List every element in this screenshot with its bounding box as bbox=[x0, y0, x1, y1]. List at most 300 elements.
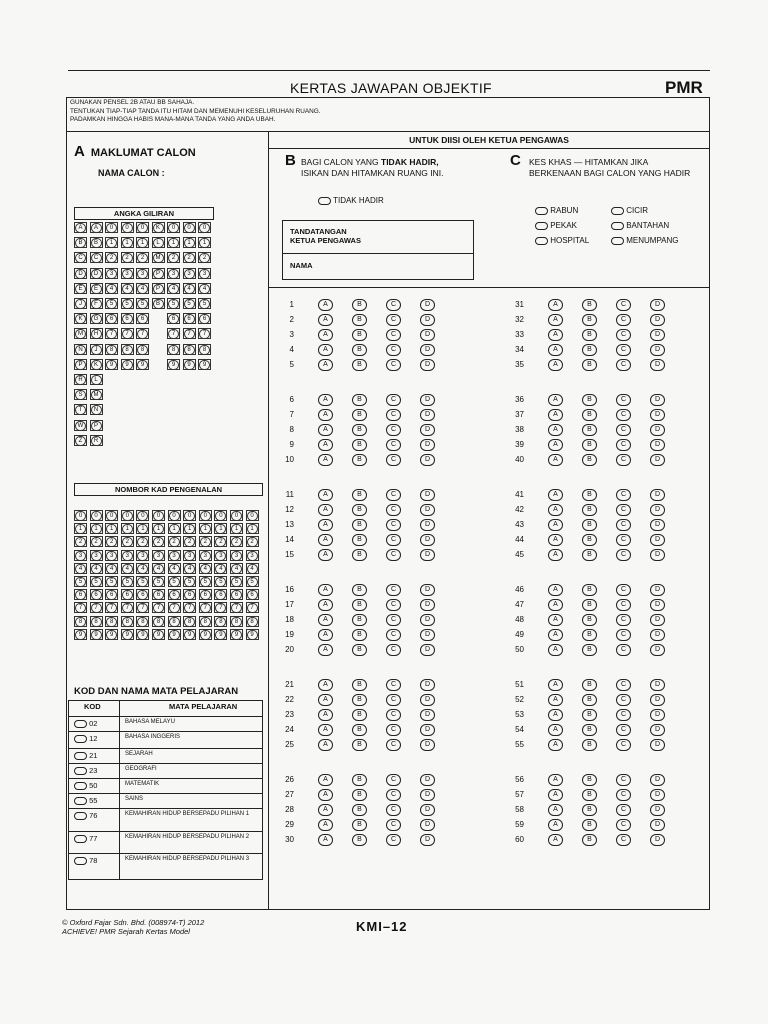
answer-bubble[interactable]: A bbox=[318, 489, 333, 501]
answer-bubble[interactable]: D bbox=[420, 344, 435, 356]
answer-bubble[interactable]: B bbox=[352, 329, 367, 341]
grid-cell[interactable] bbox=[121, 283, 134, 294]
answer-bubble[interactable]: D bbox=[650, 489, 665, 501]
answer-bubble[interactable]: A bbox=[548, 314, 563, 326]
answer-bubble[interactable]: A bbox=[318, 644, 333, 656]
grid-cell[interactable] bbox=[121, 344, 134, 355]
bubble[interactable]: E bbox=[91, 284, 102, 294]
grid-cell[interactable] bbox=[167, 344, 180, 355]
answer-bubble[interactable]: C bbox=[616, 409, 631, 421]
bubble[interactable]: E bbox=[75, 284, 86, 294]
bubble[interactable]: 4 bbox=[153, 564, 164, 574]
bubble[interactable]: 6 bbox=[215, 590, 226, 600]
bubble[interactable]: 1 bbox=[137, 238, 148, 248]
grid-cell[interactable] bbox=[90, 283, 103, 294]
bubble[interactable]: 9 bbox=[215, 630, 226, 640]
bubble-oval[interactable] bbox=[318, 197, 331, 205]
grid-cell[interactable] bbox=[74, 550, 87, 561]
bubble[interactable]: L bbox=[153, 238, 164, 248]
answer-bubble[interactable]: A bbox=[318, 789, 333, 801]
answer-bubble[interactable]: D bbox=[650, 359, 665, 371]
bubble[interactable]: 7 bbox=[231, 603, 242, 613]
grid-cell[interactable] bbox=[90, 237, 103, 248]
answer-bubble[interactable]: B bbox=[352, 614, 367, 626]
bubble[interactable]: 8 bbox=[184, 617, 195, 627]
answer-bubble[interactable]: D bbox=[650, 819, 665, 831]
answer-bubble[interactable]: B bbox=[582, 819, 597, 831]
bubble-oval[interactable] bbox=[74, 735, 87, 743]
bubble[interactable]: 6 bbox=[106, 590, 117, 600]
grid-cell[interactable] bbox=[105, 298, 118, 309]
grid-cell[interactable] bbox=[90, 576, 103, 587]
grid-cell[interactable] bbox=[74, 344, 87, 355]
bubble[interactable]: M bbox=[75, 329, 86, 339]
bubble[interactable]: 8 bbox=[75, 617, 86, 627]
answer-bubble[interactable]: C bbox=[386, 549, 401, 561]
grid-cell[interactable] bbox=[199, 616, 212, 627]
answer-bubble[interactable]: D bbox=[420, 424, 435, 436]
answer-bubble[interactable]: C bbox=[616, 314, 631, 326]
bubble[interactable]: 2 bbox=[75, 537, 86, 547]
grid-cell[interactable] bbox=[246, 602, 259, 613]
subject-code[interactable] bbox=[74, 811, 97, 820]
bubble[interactable]: B bbox=[153, 299, 164, 309]
grid-cell[interactable] bbox=[90, 252, 103, 263]
answer-bubble[interactable]: B bbox=[352, 819, 367, 831]
bubble[interactable]: 1 bbox=[91, 524, 102, 534]
bubble[interactable]: 6 bbox=[153, 590, 164, 600]
answer-bubble[interactable]: D bbox=[650, 329, 665, 341]
answer-bubble[interactable]: A bbox=[318, 584, 333, 596]
answer-bubble[interactable]: C bbox=[386, 584, 401, 596]
bubble[interactable]: 8 bbox=[247, 617, 258, 627]
grid-cell[interactable] bbox=[90, 374, 103, 385]
tidak-hadir-option[interactable] bbox=[318, 196, 384, 205]
grid-cell[interactable] bbox=[183, 602, 196, 613]
grid-cell[interactable] bbox=[90, 328, 103, 339]
answer-bubble[interactable]: C bbox=[616, 329, 631, 341]
answer-bubble[interactable]: C bbox=[386, 834, 401, 846]
answer-bubble[interactable]: B bbox=[582, 504, 597, 516]
bubble[interactable]: 5 bbox=[215, 577, 226, 587]
bubble[interactable]: 3 bbox=[137, 551, 148, 561]
answer-bubble[interactable]: A bbox=[318, 409, 333, 421]
answer-bubble[interactable]: C bbox=[386, 614, 401, 626]
answer-bubble[interactable]: A bbox=[318, 359, 333, 371]
bubble[interactable]: 6 bbox=[184, 590, 195, 600]
bubble-oval[interactable] bbox=[611, 207, 624, 215]
bubble[interactable]: 4 bbox=[184, 284, 195, 294]
bubble[interactable]: 2 bbox=[106, 537, 117, 547]
bubble[interactable]: S bbox=[75, 390, 86, 400]
grid-cell[interactable] bbox=[198, 344, 211, 355]
grid-cell[interactable] bbox=[168, 523, 181, 534]
answer-bubble[interactable]: A bbox=[548, 504, 563, 516]
answer-bubble[interactable]: B bbox=[352, 454, 367, 466]
answer-bubble[interactable]: B bbox=[582, 454, 597, 466]
answer-bubble[interactable]: C bbox=[386, 774, 401, 786]
grid-cell[interactable] bbox=[105, 550, 118, 561]
bubble[interactable]: 7 bbox=[199, 329, 210, 339]
grid-cell[interactable] bbox=[105, 268, 118, 279]
bubble[interactable]: 7 bbox=[122, 603, 133, 613]
answer-bubble[interactable]: B bbox=[352, 629, 367, 641]
grid-cell[interactable] bbox=[230, 576, 243, 587]
answer-bubble[interactable]: C bbox=[386, 599, 401, 611]
bubble-oval[interactable] bbox=[74, 797, 87, 805]
bubble[interactable]: 2 bbox=[122, 537, 133, 547]
grid-cell[interactable] bbox=[74, 374, 87, 385]
grid-cell[interactable] bbox=[121, 222, 134, 233]
answer-bubble[interactable]: B bbox=[352, 504, 367, 516]
answer-bubble[interactable]: B bbox=[352, 489, 367, 501]
grid-cell[interactable] bbox=[230, 536, 243, 547]
answer-bubble[interactable]: C bbox=[386, 694, 401, 706]
bubble[interactable]: 9 bbox=[106, 360, 117, 370]
bubble[interactable]: G bbox=[91, 314, 102, 324]
bubble[interactable]: 5 bbox=[106, 577, 117, 587]
bubble[interactable]: 8 bbox=[153, 617, 164, 627]
answer-bubble[interactable]: D bbox=[650, 534, 665, 546]
bubble[interactable]: 8 bbox=[106, 345, 117, 355]
grid-cell[interactable] bbox=[74, 328, 87, 339]
answer-bubble[interactable]: B bbox=[582, 644, 597, 656]
grid-cell[interactable] bbox=[121, 602, 134, 613]
answer-bubble[interactable]: B bbox=[582, 709, 597, 721]
answer-bubble[interactable]: D bbox=[420, 724, 435, 736]
answer-bubble[interactable]: D bbox=[420, 359, 435, 371]
answer-bubble[interactable]: A bbox=[318, 629, 333, 641]
bubble[interactable]: 3 bbox=[106, 551, 117, 561]
answer-bubble[interactable]: C bbox=[616, 599, 631, 611]
bubble[interactable]: 1 bbox=[153, 524, 164, 534]
grid-cell[interactable] bbox=[230, 629, 243, 640]
answer-bubble[interactable]: B bbox=[352, 644, 367, 656]
answer-bubble[interactable]: C bbox=[616, 344, 631, 356]
bubble[interactable]: N bbox=[91, 405, 102, 415]
grid-cell[interactable] bbox=[74, 510, 87, 521]
answer-bubble[interactable]: A bbox=[318, 834, 333, 846]
bubble[interactable]: 4 bbox=[122, 284, 133, 294]
answer-bubble[interactable]: A bbox=[548, 614, 563, 626]
answer-bubble[interactable]: D bbox=[650, 409, 665, 421]
answer-bubble[interactable]: D bbox=[420, 454, 435, 466]
bubble[interactable]: 0 bbox=[184, 511, 195, 521]
bubble[interactable]: K bbox=[91, 360, 102, 370]
bubble[interactable]: 5 bbox=[75, 577, 86, 587]
bubble[interactable]: 3 bbox=[75, 551, 86, 561]
bubble[interactable]: 0 bbox=[106, 223, 117, 233]
answer-bubble[interactable]: D bbox=[420, 314, 435, 326]
answer-bubble[interactable]: C bbox=[616, 644, 631, 656]
bubble-oval[interactable] bbox=[74, 835, 87, 843]
bubble[interactable]: 7 bbox=[106, 603, 117, 613]
grid-cell[interactable] bbox=[105, 328, 118, 339]
subject-code[interactable] bbox=[74, 856, 97, 865]
bubble[interactable]: 7 bbox=[215, 603, 226, 613]
bubble[interactable]: 3 bbox=[231, 551, 242, 561]
answer-bubble[interactable]: C bbox=[386, 439, 401, 451]
grid-cell[interactable] bbox=[136, 252, 149, 263]
bubble[interactable]: 1 bbox=[106, 524, 117, 534]
subject-code[interactable] bbox=[74, 781, 97, 790]
bubble[interactable]: 5 bbox=[137, 577, 148, 587]
answer-bubble[interactable]: B bbox=[352, 549, 367, 561]
bubble[interactable]: 0 bbox=[215, 511, 226, 521]
answer-bubble[interactable]: D bbox=[650, 789, 665, 801]
bubble[interactable]: K bbox=[153, 223, 164, 233]
answer-bubble[interactable]: C bbox=[386, 789, 401, 801]
answer-bubble[interactable]: C bbox=[616, 834, 631, 846]
answer-bubble[interactable]: B bbox=[352, 534, 367, 546]
grid-cell[interactable] bbox=[168, 629, 181, 640]
answer-bubble[interactable]: A bbox=[318, 454, 333, 466]
grid-cell[interactable] bbox=[121, 252, 134, 263]
grid-cell[interactable] bbox=[136, 359, 149, 370]
answer-bubble[interactable]: B bbox=[582, 344, 597, 356]
grid-cell[interactable] bbox=[167, 359, 180, 370]
grid-cell[interactable] bbox=[105, 536, 118, 547]
bubble[interactable]: 0 bbox=[137, 511, 148, 521]
bubble[interactable]: 6 bbox=[231, 590, 242, 600]
answer-bubble[interactable]: C bbox=[616, 504, 631, 516]
bubble[interactable]: 5 bbox=[184, 577, 195, 587]
grid-cell[interactable] bbox=[152, 550, 165, 561]
special-case-option[interactable] bbox=[611, 221, 669, 230]
grid-cell[interactable] bbox=[199, 589, 212, 600]
grid-cell[interactable] bbox=[167, 252, 180, 263]
answer-bubble[interactable]: A bbox=[548, 489, 563, 501]
bubble-oval[interactable] bbox=[74, 752, 87, 760]
bubble[interactable]: 6 bbox=[91, 590, 102, 600]
answer-bubble[interactable]: C bbox=[386, 644, 401, 656]
bubble[interactable]: 0 bbox=[106, 511, 117, 521]
bubble[interactable]: 3 bbox=[199, 269, 210, 279]
grid-cell[interactable] bbox=[121, 536, 134, 547]
grid-cell[interactable] bbox=[90, 435, 103, 446]
grid-cell[interactable] bbox=[183, 550, 196, 561]
grid-cell[interactable] bbox=[136, 298, 149, 309]
answer-bubble[interactable]: D bbox=[420, 644, 435, 656]
answer-bubble[interactable]: A bbox=[548, 584, 563, 596]
answer-bubble[interactable]: A bbox=[548, 724, 563, 736]
grid-cell[interactable] bbox=[136, 510, 149, 521]
answer-bubble[interactable]: A bbox=[548, 344, 563, 356]
bubble[interactable]: 7 bbox=[169, 603, 180, 613]
answer-bubble[interactable]: A bbox=[548, 804, 563, 816]
answer-bubble[interactable]: A bbox=[548, 819, 563, 831]
bubble[interactable]: 2 bbox=[169, 537, 180, 547]
answer-bubble[interactable]: A bbox=[318, 439, 333, 451]
bubble[interactable]: 6 bbox=[106, 314, 117, 324]
grid-cell[interactable] bbox=[74, 563, 87, 574]
answer-bubble[interactable]: A bbox=[318, 739, 333, 751]
bubble[interactable]: 8 bbox=[231, 617, 242, 627]
answer-bubble[interactable]: A bbox=[548, 329, 563, 341]
bubble[interactable]: 4 bbox=[200, 564, 211, 574]
answer-bubble[interactable]: B bbox=[582, 584, 597, 596]
answer-bubble[interactable]: D bbox=[650, 774, 665, 786]
answer-bubble[interactable]: D bbox=[420, 694, 435, 706]
bubble[interactable]: 8 bbox=[122, 617, 133, 627]
bubble[interactable]: 2 bbox=[168, 253, 179, 263]
grid-cell[interactable] bbox=[183, 589, 196, 600]
grid-cell[interactable] bbox=[246, 510, 259, 521]
bubble[interactable]: 1 bbox=[122, 238, 133, 248]
answer-bubble[interactable]: D bbox=[650, 314, 665, 326]
grid-cell[interactable] bbox=[199, 536, 212, 547]
grid-cell[interactable] bbox=[74, 252, 87, 263]
grid-cell[interactable] bbox=[90, 404, 103, 415]
grid-cell[interactable] bbox=[121, 523, 134, 534]
answer-bubble[interactable]: B bbox=[582, 599, 597, 611]
bubble[interactable]: 0 bbox=[137, 223, 148, 233]
answer-bubble[interactable]: B bbox=[352, 679, 367, 691]
answer-bubble[interactable]: B bbox=[352, 344, 367, 356]
bubble[interactable]: 3 bbox=[137, 269, 148, 279]
grid-cell[interactable] bbox=[230, 523, 243, 534]
grid-cell[interactable] bbox=[214, 589, 227, 600]
bubble[interactable]: 1 bbox=[75, 524, 86, 534]
answer-bubble[interactable]: B bbox=[352, 519, 367, 531]
grid-cell[interactable] bbox=[183, 268, 196, 279]
answer-bubble[interactable]: B bbox=[352, 804, 367, 816]
grid-cell[interactable] bbox=[183, 523, 196, 534]
bubble[interactable]: D bbox=[75, 269, 86, 279]
grid-cell[interactable] bbox=[90, 298, 103, 309]
grid-cell[interactable] bbox=[105, 602, 118, 613]
bubble[interactable]: 4 bbox=[168, 284, 179, 294]
answer-bubble[interactable]: C bbox=[386, 314, 401, 326]
answer-bubble[interactable]: A bbox=[548, 439, 563, 451]
answer-bubble[interactable]: C bbox=[616, 679, 631, 691]
answer-bubble[interactable]: C bbox=[616, 424, 631, 436]
grid-cell[interactable] bbox=[183, 283, 196, 294]
answer-bubble[interactable]: A bbox=[548, 454, 563, 466]
grid-cell[interactable] bbox=[74, 404, 87, 415]
bubble[interactable]: 2 bbox=[153, 537, 164, 547]
bubble[interactable]: 4 bbox=[137, 284, 148, 294]
bubble[interactable]: 2 bbox=[215, 537, 226, 547]
answer-bubble[interactable]: B bbox=[582, 614, 597, 626]
answer-bubble[interactable]: A bbox=[548, 409, 563, 421]
bubble[interactable]: 5 bbox=[122, 577, 133, 587]
answer-bubble[interactable]: C bbox=[386, 454, 401, 466]
bubble[interactable]: 9 bbox=[122, 360, 133, 370]
grid-cell[interactable] bbox=[136, 268, 149, 279]
bubble[interactable]: 5 bbox=[231, 577, 242, 587]
answer-bubble[interactable]: A bbox=[318, 709, 333, 721]
answer-bubble[interactable]: B bbox=[582, 694, 597, 706]
answer-bubble[interactable]: D bbox=[650, 679, 665, 691]
bubble[interactable]: 1 bbox=[199, 238, 210, 248]
answer-bubble[interactable]: A bbox=[318, 694, 333, 706]
grid-cell[interactable] bbox=[168, 589, 181, 600]
subject-code[interactable] bbox=[74, 734, 97, 743]
answer-bubble[interactable]: B bbox=[582, 329, 597, 341]
grid-cell[interactable] bbox=[136, 313, 149, 324]
bubble[interactable]: 4 bbox=[106, 284, 117, 294]
bubble[interactable]: 5 bbox=[168, 299, 179, 309]
answer-bubble[interactable]: D bbox=[420, 739, 435, 751]
bubble[interactable]: 9 bbox=[153, 630, 164, 640]
bubble[interactable]: 2 bbox=[106, 253, 117, 263]
answer-bubble[interactable]: A bbox=[318, 774, 333, 786]
grid-cell[interactable] bbox=[214, 550, 227, 561]
grid-cell[interactable] bbox=[90, 389, 103, 400]
bubble[interactable]: 5 bbox=[137, 299, 148, 309]
answer-bubble[interactable]: D bbox=[650, 504, 665, 516]
bubble[interactable]: L bbox=[91, 375, 102, 385]
grid-cell[interactable] bbox=[168, 602, 181, 613]
bubble[interactable]: B bbox=[91, 238, 102, 248]
bubble[interactable]: 2 bbox=[199, 253, 210, 263]
grid-cell[interactable] bbox=[167, 283, 180, 294]
answer-bubble[interactable]: A bbox=[548, 694, 563, 706]
answer-bubble[interactable]: D bbox=[650, 629, 665, 641]
grid-cell[interactable] bbox=[168, 563, 181, 574]
answer-bubble[interactable]: C bbox=[386, 804, 401, 816]
bubble[interactable]: 2 bbox=[137, 537, 148, 547]
grid-cell[interactable] bbox=[198, 237, 211, 248]
grid-cell[interactable] bbox=[183, 563, 196, 574]
grid-cell[interactable] bbox=[199, 602, 212, 613]
answer-bubble[interactable]: B bbox=[352, 774, 367, 786]
grid-cell[interactable] bbox=[121, 510, 134, 521]
bubble-oval[interactable] bbox=[611, 222, 624, 230]
bubble[interactable]: 3 bbox=[247, 551, 258, 561]
grid-cell[interactable] bbox=[183, 313, 196, 324]
bubble[interactable]: 6 bbox=[199, 314, 210, 324]
answer-bubble[interactable]: A bbox=[318, 394, 333, 406]
answer-bubble[interactable]: B bbox=[582, 804, 597, 816]
grid-cell[interactable] bbox=[136, 576, 149, 587]
bubble[interactable]: 4 bbox=[75, 564, 86, 574]
bubble[interactable]: 4 bbox=[122, 564, 133, 574]
answer-bubble[interactable]: C bbox=[386, 504, 401, 516]
answer-bubble[interactable]: A bbox=[548, 644, 563, 656]
bubble[interactable]: 2 bbox=[184, 537, 195, 547]
grid-cell[interactable] bbox=[152, 576, 165, 587]
answer-bubble[interactable]: B bbox=[352, 359, 367, 371]
grid-cell[interactable] bbox=[90, 536, 103, 547]
answer-bubble[interactable]: D bbox=[420, 584, 435, 596]
answer-bubble[interactable]: C bbox=[616, 454, 631, 466]
grid-cell[interactable] bbox=[105, 252, 118, 263]
grid-cell[interactable] bbox=[90, 629, 103, 640]
bubble[interactable]: 0 bbox=[200, 511, 211, 521]
grid-cell[interactable] bbox=[74, 237, 87, 248]
bubble[interactable]: 3 bbox=[168, 269, 179, 279]
answer-bubble[interactable]: B bbox=[352, 789, 367, 801]
bubble[interactable]: 0 bbox=[169, 511, 180, 521]
grid-cell[interactable] bbox=[198, 359, 211, 370]
grid-cell[interactable] bbox=[230, 602, 243, 613]
bubble[interactable]: R bbox=[91, 436, 102, 446]
bubble[interactable]: B bbox=[75, 238, 86, 248]
grid-cell[interactable] bbox=[152, 602, 165, 613]
grid-cell[interactable] bbox=[105, 563, 118, 574]
answer-bubble[interactable]: D bbox=[420, 394, 435, 406]
bubble[interactable]: 1 bbox=[200, 524, 211, 534]
grid-cell[interactable] bbox=[105, 283, 118, 294]
bubble[interactable]: 9 bbox=[137, 360, 148, 370]
bubble[interactable]: C bbox=[91, 253, 102, 263]
subject-code[interactable] bbox=[74, 766, 97, 775]
grid-cell[interactable] bbox=[183, 222, 196, 233]
grid-cell[interactable] bbox=[214, 602, 227, 613]
grid-cell[interactable] bbox=[136, 328, 149, 339]
